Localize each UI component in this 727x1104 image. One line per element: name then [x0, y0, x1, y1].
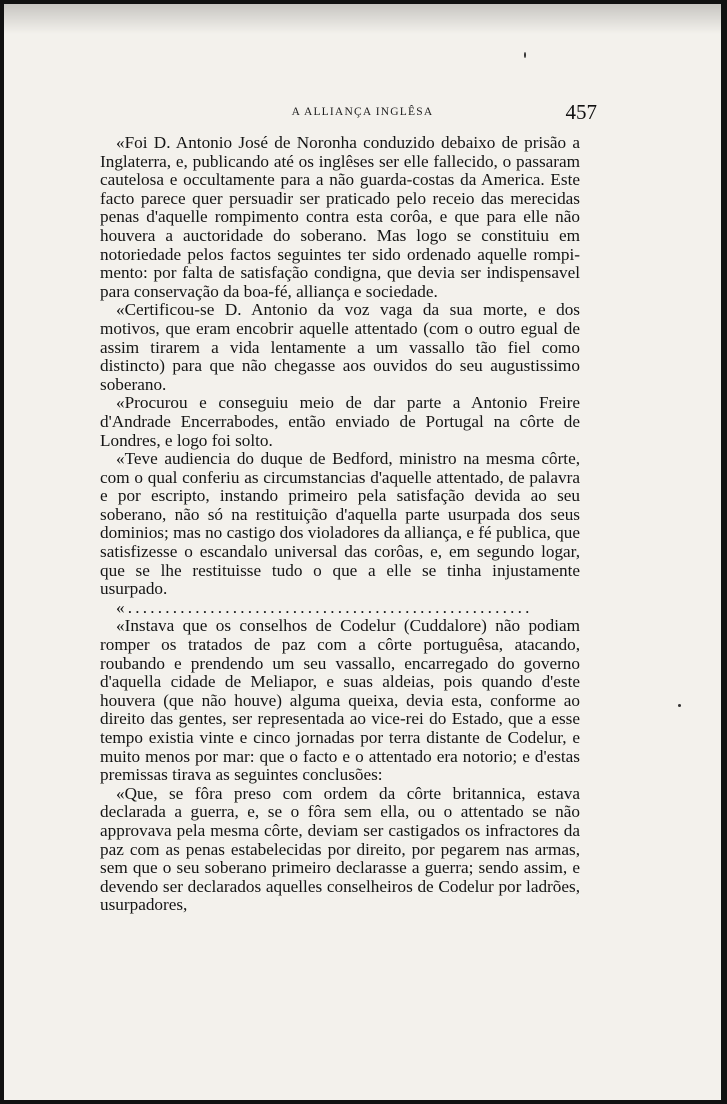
- paragraph: «Que, se fôra preso com ordem da côrte britannica, estava declarada a guerra, e, se o fôra sem ella, ou o attentado se não approvava pela mesma côrte, deviam ser castigados os infractores da paz com as penas estabelecidas por direito, por pegarem nas armas, sem que o seu soberano primeiro declarasse a guerra; sendo assim, e devendo ser declarados aquelles conselheiros de Codelur por ladrões, usurpadores,: [100, 783, 580, 915]
- body-text: [100, 134, 580, 915]
- paragraph: «Certificou-se D. Antonio da voz vaga da sua morte, e dos motivos, que eram encobrir aquelle attentado (com o outro egual de assim tirarem a vida lentamente a um vassallo tão fiel como distincto) para que não chegasse aos ouvidos do seu augustissimo soberano.: [100, 300, 580, 394]
- scan-speck: [678, 704, 681, 707]
- ellipsis-line: «......................................................: [116, 598, 533, 617]
- book-page: [4, 4, 721, 1100]
- running-title: A ALLIANÇA INGLÊSA: [291, 106, 434, 118]
- paragraph: «Procurou e conseguiu meio de dar parte a Antonio Freire d'Andrade Encerrabodes, então enviado de Portugal na côrte de Londres, e logo foi solto.: [100, 393, 580, 450]
- scan-shadow: [4, 4, 721, 34]
- paragraph: «Foi D. Antonio José de Noronha conduzido debaixo de prisão a Inglaterra, e, publicando até os inglêses ser elle fallecido, o passaram cautelosa e occultamente para a não guarda-costas da America. Este facto parece quer persuadir ser praticado pelo receio das merecidas penas d'aquelle rompimento contra esta corôa, e que para elle não houvera a auctoridade do soberano. Mas logo se constituiu em notoriedade pelos factos seguintes ter sido ordenado aquelle rompimento: por falta de satisfação condigna, que devia ser indispensavel para conservação da boa-fé, alliança e sociedade.: [100, 133, 580, 301]
- paragraph: «Instava que os conselhos de Codelur (Cuddalore) não podiam romper os tratados de paz com a côrte portuguêsa, atacando, roubando e prendendo um seu vassallo, encarregado do governo d'aquella cidade de Meliapor, e suas aldeias, pois quando d'este houvera (que não houve) alguma queixa, devia esta, conforme ao direito das gentes, ser representada ao vice-rei do Estado, que a esse tempo existia vinte e cinco jornadas por terra distante de Codelur, e muito menos por mar: que o facto e o attentado era notorio; e d'estas premissas tirava as seguintes conclusões:: [100, 616, 580, 785]
- page-header: [4, 100, 721, 126]
- page-number: 457: [565, 100, 597, 124]
- paragraph: «Teve audiencia do duque de Bedford, ministro na mesma côrte, com o qual conferiu as circumstancias d'aquelle attentado, de palavra e por escripto, instando primeiro pela satisfação devida ao seu soberano, não só na restituição d'aquella parte usurpada dos seus dominios; mas no castigo dos violadores da alliança, e fé publica, que satisfizesse o escandalo universal das corôas, e, em segundo logar, que se lhe restituisse tudo o que a elle se tinha injustamente usurpado.: [100, 449, 580, 599]
- scan-speck: [524, 52, 526, 58]
